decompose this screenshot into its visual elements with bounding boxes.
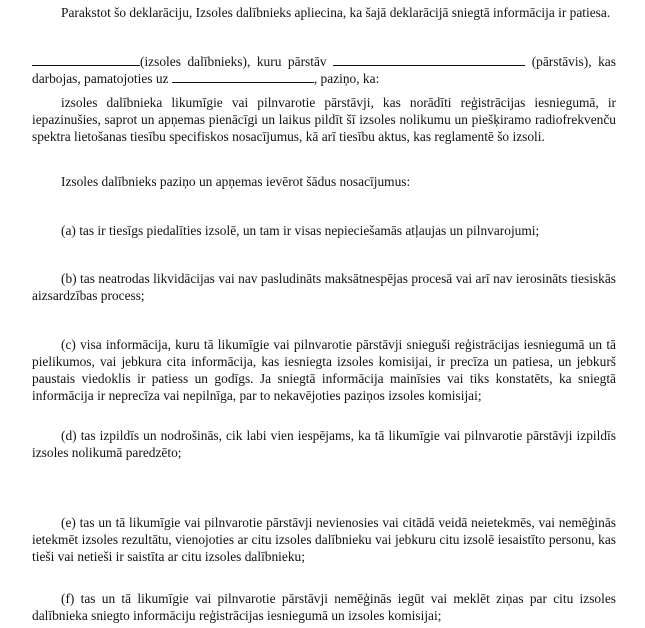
representative-label: (pārstāvis), kas bbox=[531, 54, 616, 69]
declares-label: , paziņo, ka: bbox=[313, 71, 380, 86]
statement-paragraph: izsoles dalībnieka likumīgie vai pilnvarotie pārstāvji, kas norādīti reģistrācijas iesniegumā, ir iepazinušies, saprot un apņemas pienācīgi un laikus pildīt šī izsoles nolikumu un piešķiramo radiofrekvenču spektra lietošanas tiesību specifiskos nosacījumus, kā arī tiesību aktus, kas reglamentē šo izsoli. bbox=[32, 95, 616, 144]
party-line-2 bbox=[32, 70, 616, 87]
condition-a: (a) tas ir tiesīgs piedalīties izsolē, un tam ir visas nepieciešamās atļaujas un pilnvarojumi; bbox=[61, 223, 540, 238]
representative-name-blank[interactable] bbox=[333, 53, 525, 66]
commitment-intro: Izsoles dalībnieks paziņo un apņemas ievērot šādus nosacījumus: bbox=[61, 174, 411, 189]
condition-c: (c) visa informācija, kuru tā likumīgie vai pilnvarotie pārstāvji snieguši reģistrācijas iesniegumā un tā pielikumos, vai jebkura cita informācija, kas iesniegta izsoles komisijai, ir precīza un patiesa, un jebkurš paustais viedoklis ir patiess un godīgs. Ja sniegtā informācija mainīsies vai tiks konstatēts, ka sniegtā informācija ir neprecīza vai nepilnīga, par to nekavējoties paziņos izsoles komisijai; bbox=[32, 337, 616, 403]
party-details bbox=[32, 53, 616, 87]
participant-label: (izsoles dalībnieks), kuru pārstāv bbox=[140, 54, 327, 69]
participant-name-blank[interactable] bbox=[32, 53, 140, 66]
intro-text: Parakstot šo deklarāciju, Izsoles dalībnieks apliecina, ka šajā deklarācijā sniegtā informācija ir patiesa. bbox=[61, 5, 611, 20]
basis-document-blank[interactable] bbox=[172, 70, 314, 83]
party-line-1 bbox=[32, 53, 616, 70]
intro-paragraph bbox=[32, 4, 616, 21]
condition-f: (f) tas un tā likumīgie vai pilnvarotie pārstāvji nemēģinās iegūt vai meklēt ziņas par citu izsoles dalībnieka sniegto informāciju reģistrācijas iesniegumā un izsoles komisijai; bbox=[32, 591, 616, 623]
condition-d: (d) tas izpildīs un nodrošinās, cik labi vien iespējams, ka tā likumīgie vai pilnvarotie pārstāvji izpildīs izsoles nolikumā paredzēto; bbox=[32, 428, 616, 460]
basis-label: darbojas, pamatojoties uz bbox=[32, 71, 169, 86]
condition-e: (e) tas un tā likumīgie vai pilnvarotie pārstāvji nevienosies vai citādā veidā neietekmēs, vai nemēģinās ietekmēt izsoles rezultātu, vienojoties ar citu izsoles dalībnieku vai jebkuru citu izsolē iesaistīto personu, kas tieši vai netieši ir saistīta ar citu izsoles dalībnieku; bbox=[32, 515, 616, 564]
condition-b: (b) tas neatrodas likvidācijas vai nav pasludināts maksātnespējas procesā vai arī nav ierosināts tiesiskās aizsardzības process; bbox=[32, 271, 616, 303]
